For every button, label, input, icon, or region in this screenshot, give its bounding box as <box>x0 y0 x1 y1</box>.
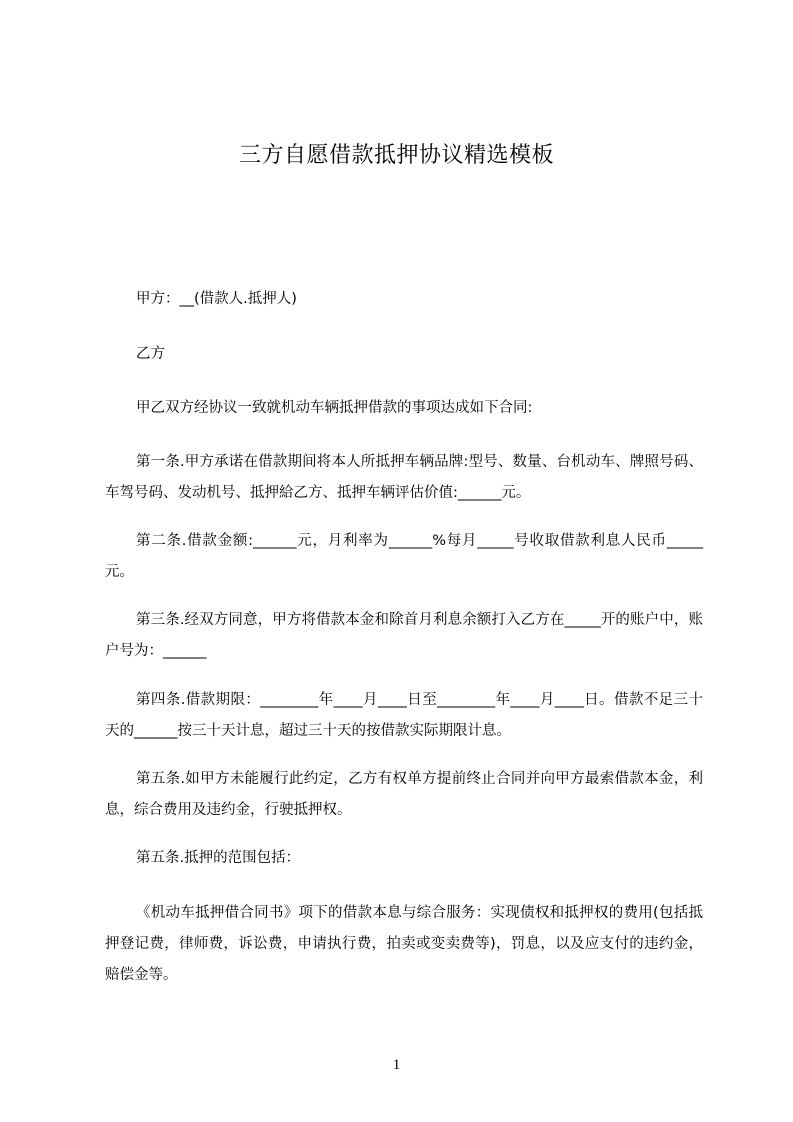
article-5: 第五条.如甲方未能履行此约定，乙方有权单方提前终止合同并向甲方最索借款本金，利息，综合费用及违约金，行驶抵押权。 <box>105 771 703 818</box>
article-5-scope-detail: 《机动车抵押借合同书》项下的借款本息与综合服务：实现债权和抵押权的费用(包括抵押登记费，律师费，诉讼费，申请执行费，拍卖或变卖费等)，罚息，以及应支付的违约金，赔偿金等。 <box>105 905 703 983</box>
agreement-intro: 甲乙双方经协议一致就机动车辆抵押借款的事项达成如下合同: <box>136 400 533 416</box>
party-a-line: 甲方：__(借款人.抵押人) <box>136 291 297 307</box>
article-1: 第一条.甲方承诺在借款期间将本人所抵押车辆品牌:型号、数量、台机动车、牌照号码、车驾号码、发动机号、抵押給乙方、抵押车辆评估价值:______元。 <box>105 454 703 501</box>
page-number: 1 <box>392 1057 401 1073</box>
article-3: 第三条.经双方同意，甲方将借款本金和除首月利息余额打入乙方在_____开的账户中，账户号为：______ <box>105 612 703 659</box>
article-2: 第二条.借款金额:______元，月利率为______%每月_____号收取借款利息人民币_____元。 <box>105 533 703 580</box>
document-title: 三方自愿借款抵押协议精选模板 <box>238 143 554 168</box>
article-5-scope-heading: 第五条.抵押的范围包括： <box>136 850 301 866</box>
article-4: 第四条.借款期限：________年____月____日至________年____月____日。借款不足三十天的______按三十天计息，超过三十天的按借款实际期限计息。 <box>105 692 703 739</box>
party-b-line: 乙方 <box>136 346 165 362</box>
